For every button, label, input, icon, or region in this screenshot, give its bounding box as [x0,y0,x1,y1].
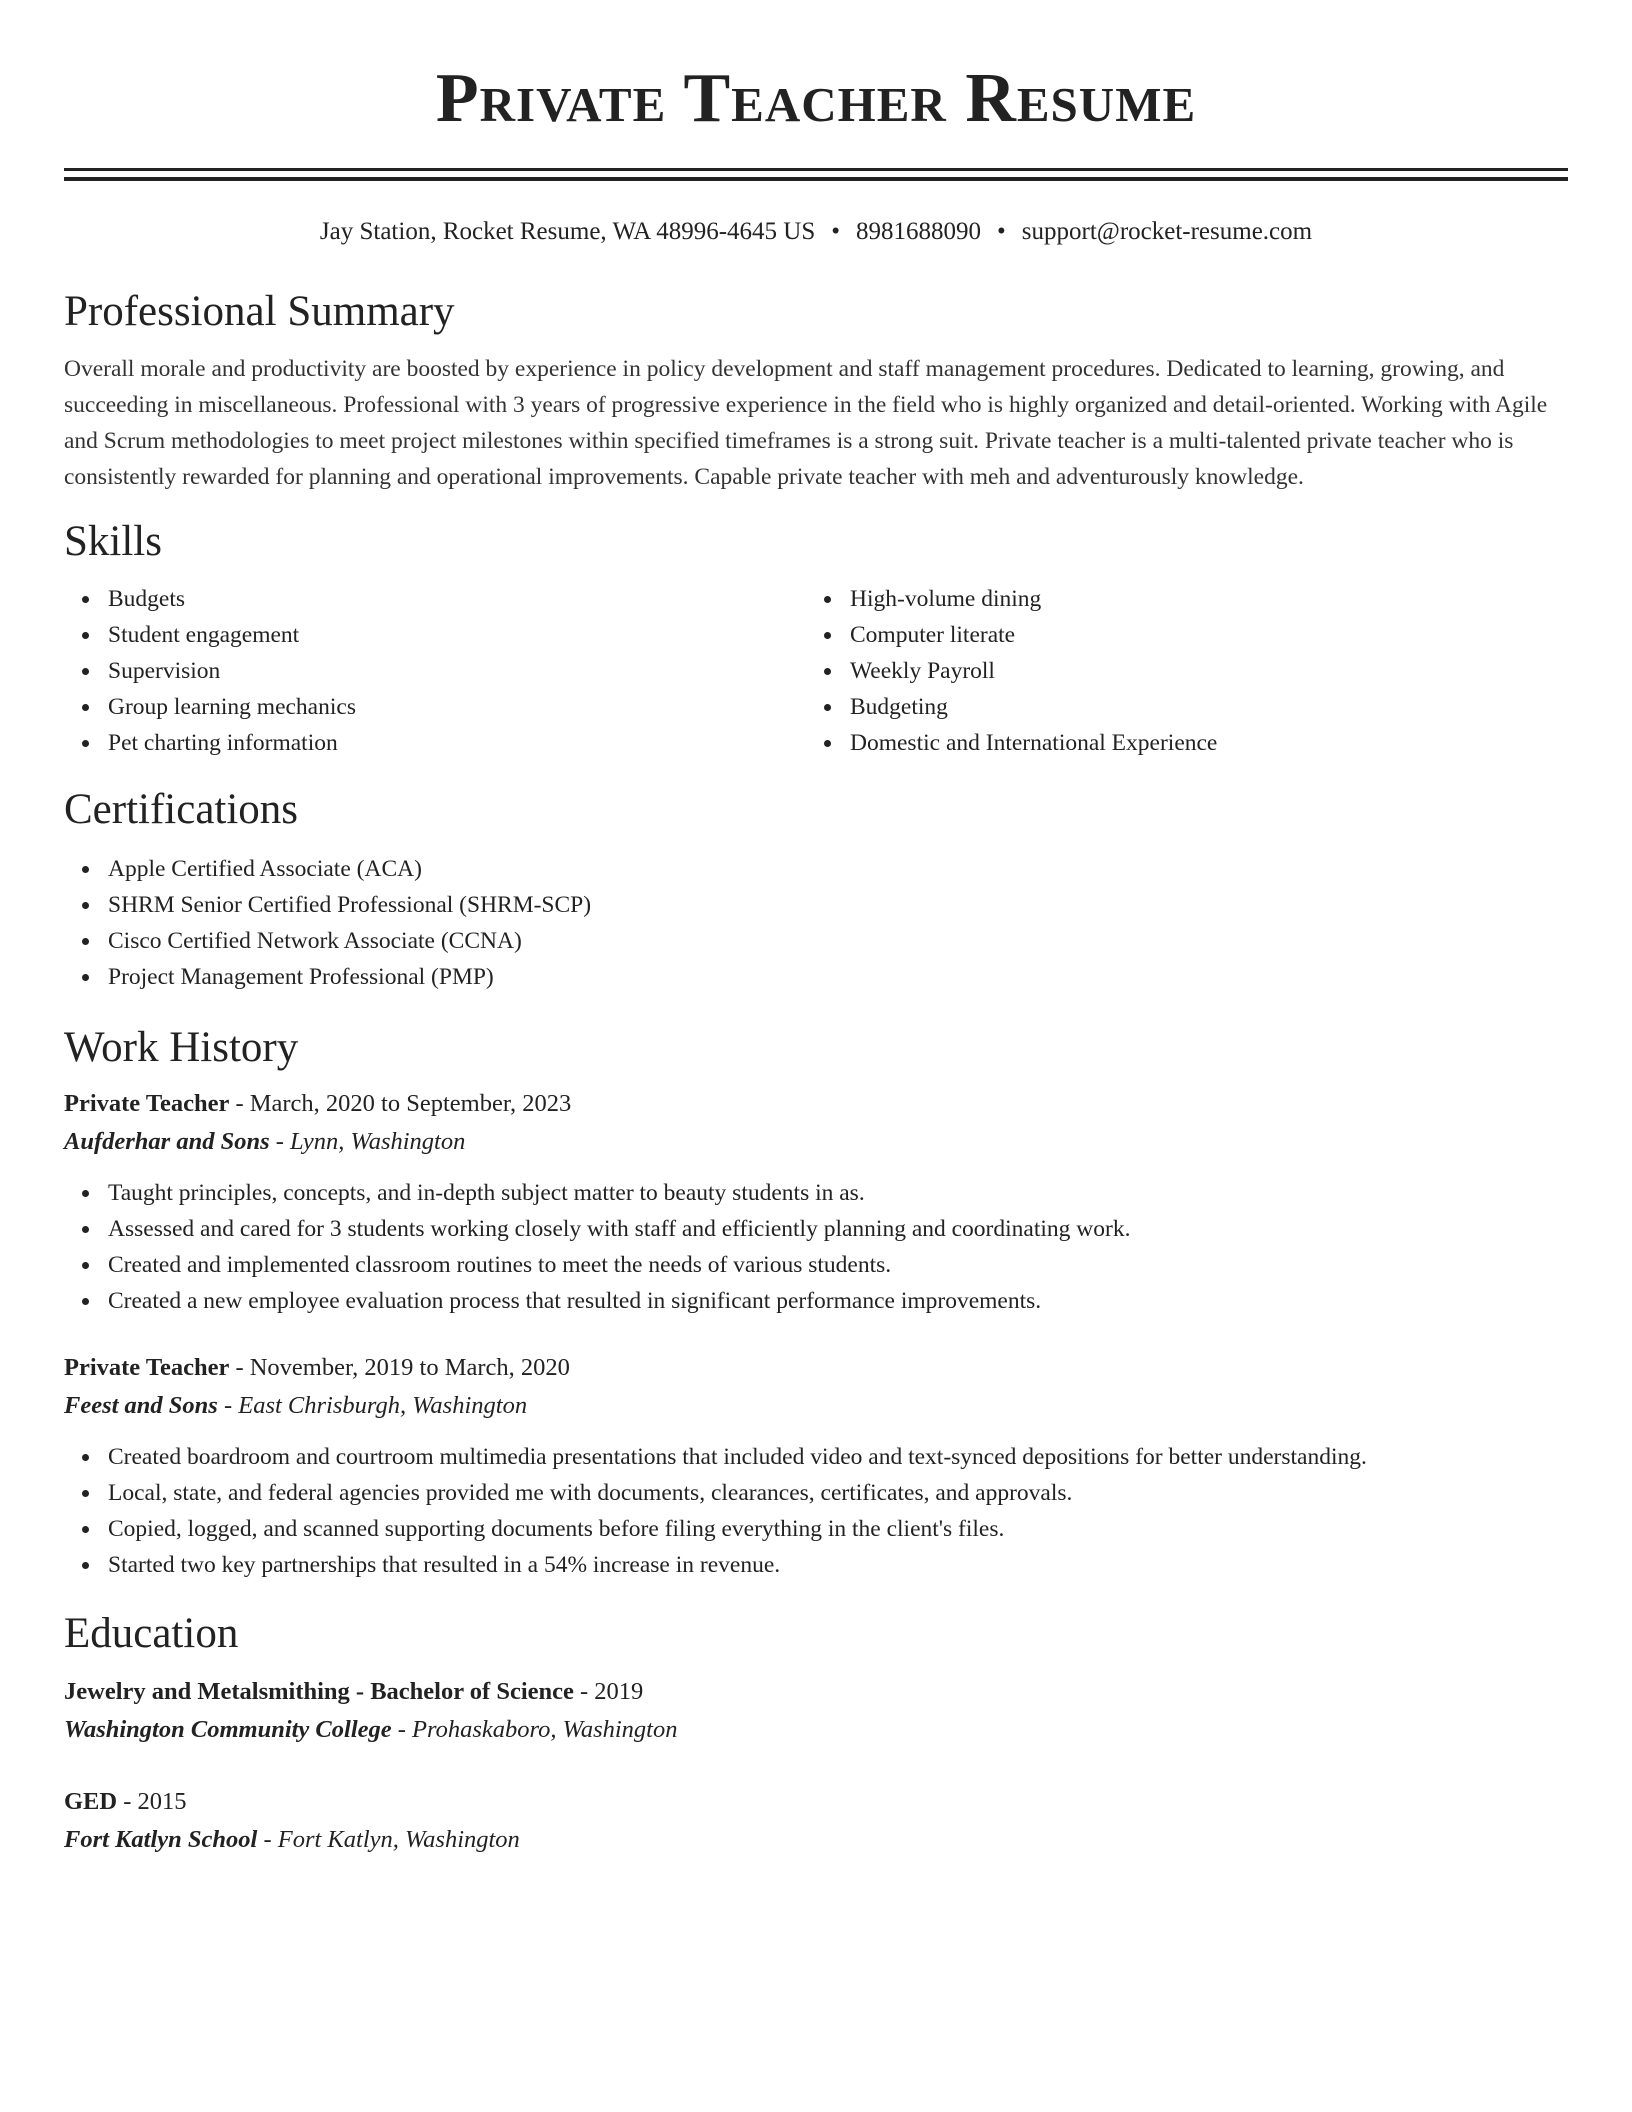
skills-list-right [806,581,1548,761]
skill-item: Pet charting information [108,725,806,761]
summary-text: Overall morale and productivity are boosted by experience in policy development and staff management procedures. Dedicated to learning, growing, and succeeding in miscellaneous. Professional with 3 years of progressive experience in the field who is highly organized and detail-oriented. Working with Agile and Scrum methodologies to meet project milestones within specified timeframes is a strong suit. Private teacher is a multi-talented private teacher who is consistently rewarded for planning and operational improvements. Capable private teacher with meh and adventurously knowledge. [64,356,1548,490]
job-bullet: Assessed and cared for 3 students working closely with staff and efficiently planning and coordinating work. [108,1211,1568,1247]
education-degree: Jewelry and Metalsmithing - Bachelor of Science [64,1678,574,1705]
contact-separator: • [997,218,1006,245]
education-location: - Prohaskaboro, Washington [391,1716,678,1743]
resume-page [64,0,1568,1859]
job-bullet: Copied, logged, and scanned supporting documents before filing everything in the client's files. [108,1511,1568,1547]
skill-item: High-volume dining [850,581,1548,617]
job-bullet: Created boardroom and courtroom multimedia presentations that included video and text-synced depositions for better understanding. [108,1439,1568,1475]
job-employer [64,1387,1568,1425]
education-location: - Fort Katlyn, Washington [257,1826,520,1853]
education-entry [64,1783,1568,1859]
education-institution [64,1821,1568,1859]
skill-item: Group learning mechanics [108,689,806,725]
job-bullets [64,1439,1568,1583]
education-heading: Education [64,1610,239,1657]
contact-separator: • [831,218,841,245]
certifications-heading: Certifications [64,786,299,833]
job-employer [64,1123,1568,1161]
job-header [64,1085,1568,1123]
certifications-list [64,851,1568,995]
skills-list-left [64,581,806,761]
job-location: - East Chrisburgh, Washington [217,1392,528,1419]
skill-item: Student engagement [108,617,806,653]
job-bullet: Created a new employee evaluation process that resulted in significant performance improvements. [108,1283,1568,1319]
job-bullet: Taught principles, concepts, and in-depth subject matter to beauty students in as. [108,1175,1568,1211]
work-history-section [64,1023,1568,1583]
job-title: Private Teacher [64,1354,230,1381]
contact-email: support@rocket-resume.com [1021,218,1313,245]
education-year: - 2019 [573,1678,644,1705]
certification-item: Apple Certified Associate (ACA) [108,851,1568,887]
contact-line [64,217,1568,247]
job-entry [64,1085,1568,1319]
skill-item: Computer literate [850,617,1548,653]
job-company: Aufderhar and Sons [64,1128,270,1155]
job-bullet: Local, state, and federal agencies provided me with documents, clearances, certificates, and approvals. [108,1475,1568,1511]
education-institution [64,1711,1568,1749]
skills-grid [64,581,1568,761]
job-dates: - March, 2020 to September, 2023 [229,1090,572,1117]
certification-item: Cisco Certified Network Associate (CCNA) [108,923,1568,959]
job-bullet: Created and implemented classroom routines to meet the needs of various students. [108,1247,1568,1283]
education-header [64,1783,1568,1821]
certification-item: Project Management Professional (PMP) [108,959,1568,995]
job-location: - Lynn, Washington [269,1128,466,1155]
job-bullet: Started two key partnerships that resulted in a 54% increase in revenue. [108,1547,1568,1583]
education-degree: GED [64,1788,118,1815]
education-header [64,1673,1568,1711]
certifications-section [64,785,1568,995]
education-school: Fort Katlyn School [64,1826,258,1853]
job-company: Feest and Sons [64,1392,218,1419]
job-header [64,1349,1568,1387]
education-section [64,1609,1568,1859]
contact-address: Jay Station, Rocket Resume, WA 48996-4645 US [319,218,816,245]
skill-item: Domestic and International Experience [850,725,1548,761]
skill-item: Supervision [108,653,806,689]
job-dates: - November, 2019 to March, 2020 [229,1354,570,1381]
summary-section [64,287,1568,495]
job-title: Private Teacher [64,1090,230,1117]
job-entry [64,1349,1568,1583]
title-divider-top [64,168,1568,171]
contact-phone: 8981688090 [856,218,982,245]
work-history-heading: Work History [64,1024,299,1071]
title-divider-bottom [64,177,1568,181]
education-school: Washington Community College [64,1716,392,1743]
resume-title: Private Teacher Resume [435,60,1197,137]
skill-item: Budgeting [850,689,1548,725]
skill-item: Weekly Payroll [850,653,1548,689]
summary-heading: Professional Summary [64,288,455,335]
education-entry [64,1673,1568,1749]
skills-heading: Skills [64,518,162,565]
skill-item: Budgets [108,581,806,617]
job-bullets [64,1175,1568,1319]
education-year: - 2015 [117,1788,187,1815]
skills-section [64,517,1568,761]
certification-item: SHRM Senior Certified Professional (SHRM-SCP) [108,887,1568,923]
